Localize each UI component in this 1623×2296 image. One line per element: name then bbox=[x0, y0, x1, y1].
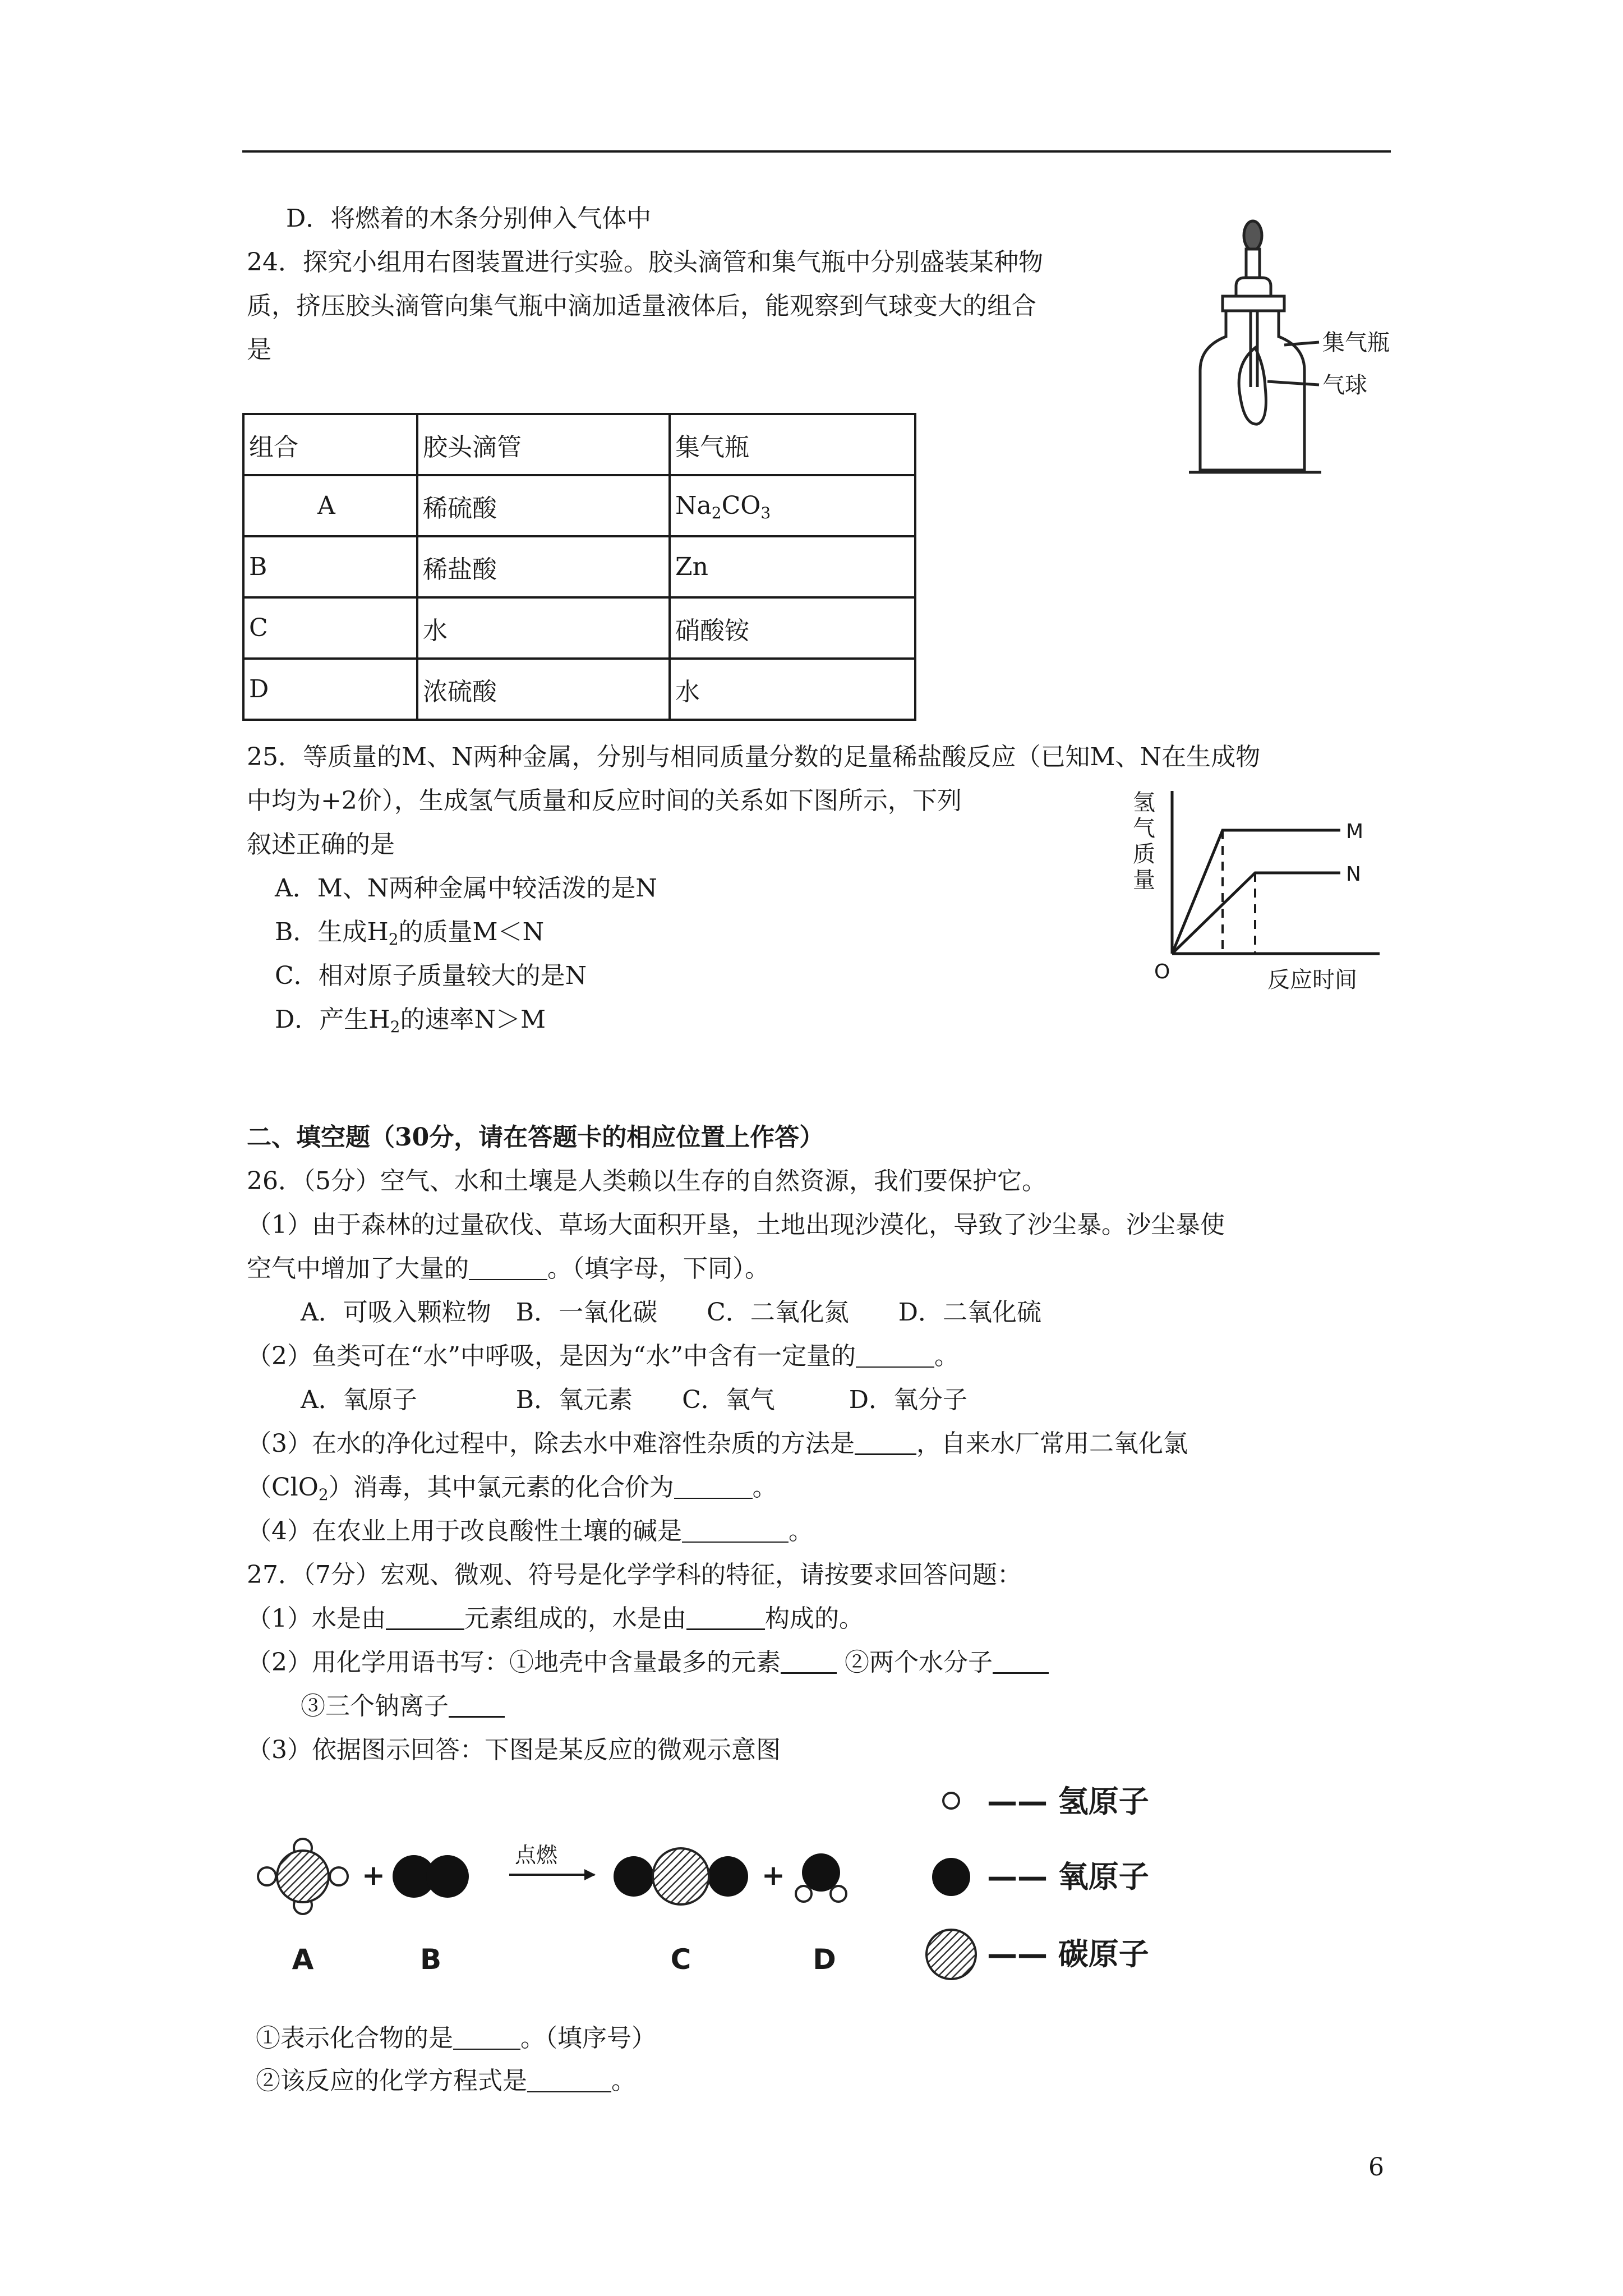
answer-blank bbox=[856, 1344, 934, 1368]
series-m-label: M bbox=[1346, 820, 1364, 843]
q25-line1: 25．等质量的M、N两种金属，分别与相同质量分数的足量稀盐酸反应（已知M、N在生成物 bbox=[247, 743, 1261, 771]
q26-p3-line1: （3）在水的净化过程中，除去水中难溶性杂质的方法是 ，自来水厂常用二氧化氯 bbox=[247, 1429, 1188, 1458]
answer-blank bbox=[453, 2026, 520, 2050]
q23-option-d: D．将燃着的木条分别伸入气体中 bbox=[286, 204, 652, 233]
molecule-a bbox=[258, 1839, 348, 1914]
plus-sign: + bbox=[362, 1859, 385, 1892]
table-cell: 硝酸铵 bbox=[670, 597, 915, 659]
answer-blank bbox=[469, 1257, 547, 1280]
q27-p2-line2: ③三个钠离子 bbox=[301, 1691, 505, 1722]
table-cell: 浓硫酸 bbox=[417, 659, 670, 720]
q24-line3: 是 bbox=[247, 335, 271, 364]
answer-blank bbox=[527, 2069, 611, 2092]
q25-option-b: B．生成$H_2$的质量M＜N bbox=[275, 918, 545, 949]
table-row bbox=[243, 597, 915, 659]
q25-option-a: A．M、N两种金属中较活泼的是N bbox=[275, 874, 657, 903]
answer-blank bbox=[449, 1694, 505, 1718]
molecule-label-d: D bbox=[813, 1943, 836, 1976]
plus-sign: + bbox=[762, 1859, 785, 1892]
gas-bottle-figure bbox=[1189, 219, 1391, 482]
legend-oxygen: —— 氧原子 bbox=[987, 1859, 1149, 1894]
answer-blank bbox=[386, 1606, 464, 1630]
origin-label: O bbox=[1154, 960, 1170, 983]
table-row bbox=[243, 659, 915, 720]
answer-blank bbox=[686, 1606, 765, 1630]
molecule-label-a: A bbox=[292, 1943, 314, 1976]
answer-blank bbox=[682, 1519, 789, 1543]
q26-p1-line2: 空气中增加了大量的 。（填字母，下同）。 bbox=[247, 1254, 769, 1283]
q25-line3: 叙述正确的是 bbox=[247, 830, 395, 859]
series-n-label: N bbox=[1346, 863, 1361, 886]
header-rule bbox=[242, 150, 1391, 153]
table-cell: 水 bbox=[417, 597, 670, 659]
y-axis-label-1: 氢 bbox=[1133, 790, 1155, 816]
answer-blank bbox=[993, 1650, 1049, 1674]
legend-hydrogen-icon bbox=[943, 1793, 959, 1809]
molecule-d bbox=[796, 1853, 846, 1902]
table-row bbox=[243, 475, 915, 536]
q27-p3: （3）依据图示回答：下图是某反应的微观示意图 bbox=[247, 1736, 781, 1764]
q27-intro: 27．（7分）宏观、微观、符号是化学学科的特征，请按要求回答问题： bbox=[247, 1561, 1022, 1589]
q27-s2: ②该反应的化学方程式是 。 bbox=[256, 2067, 636, 2095]
table-header: 集气瓶 bbox=[670, 414, 915, 475]
y-axis-label-3: 质 bbox=[1133, 841, 1155, 867]
q25-line2: 中均为+2价），生成氢气质量和反应时间的关系如下图所示，下列 bbox=[247, 786, 962, 815]
q25-option-d: D．产生$H_2$的速率N＞M bbox=[275, 1005, 546, 1036]
ignite-label: 点燃 bbox=[515, 1843, 558, 1867]
table-cell: 水 bbox=[670, 659, 915, 720]
q26-p2-options: A．氧原子 B．氧元素 C．氧气 D．氧分子 bbox=[301, 1386, 968, 1414]
table-cell: C bbox=[243, 597, 417, 659]
table-cell: 稀硫酸 bbox=[417, 475, 670, 536]
table-header: 胶头滴管 bbox=[417, 414, 670, 475]
q26-p3-line2: （ClO$_2$）消毒，其中氯元素的化合价为 。 bbox=[247, 1473, 777, 1504]
y-axis-label-2: 气 bbox=[1133, 816, 1155, 841]
q27-p2: （2）用化学用语书写：①地壳中含量最多的元素 ②两个水分子 bbox=[247, 1647, 1049, 1678]
q26-p1-options: A．可吸入颗粒物 B．一氧化碳 C．二氧化氮 D．二氧化硫 bbox=[301, 1298, 1042, 1327]
q26-p1-line1: （1）由于森林的过量砍伐、草场大面积开垦，土地出现沙漠化，导致了沙尘暴。沙尘暴使 bbox=[247, 1211, 1225, 1239]
hydrogen-mass-chart bbox=[1127, 785, 1391, 1004]
q24-line2: 质，挤压胶头滴管向集气瓶中滴加适量液体后，能观察到气球变大的组合 bbox=[247, 292, 1036, 320]
answer-blank bbox=[781, 1650, 837, 1674]
table-header: 组合 bbox=[243, 414, 417, 475]
y-axis-label-4: 量 bbox=[1133, 867, 1155, 893]
table-cell: 稀盐酸 bbox=[417, 536, 670, 597]
legend-hydrogen: —— 氢原子 bbox=[987, 1784, 1149, 1819]
table-header-row bbox=[243, 414, 915, 475]
table-cell: $Na_2CO_3$ bbox=[670, 475, 915, 536]
answer-blank bbox=[855, 1431, 916, 1455]
page-number: 6 bbox=[1368, 2153, 1384, 2182]
table-cell: D bbox=[243, 659, 417, 720]
legend-carbon-icon bbox=[926, 1930, 976, 1979]
table-cell: A bbox=[243, 475, 417, 536]
x-axis-label: 反应时间 bbox=[1267, 967, 1357, 993]
legend-oxygen-icon bbox=[932, 1858, 970, 1896]
molecule-c bbox=[614, 1848, 748, 1904]
legend-carbon: —— 碳原子 bbox=[987, 1936, 1149, 1972]
reaction-diagram bbox=[247, 1778, 1256, 1980]
table-cell: B bbox=[243, 536, 417, 597]
label-balloon: 气球 bbox=[1322, 372, 1367, 398]
q24-line1: 24．探究小组用右图装置进行实验。胶头滴管和集气瓶中分别盛装某种物 bbox=[247, 248, 1043, 277]
table-row bbox=[243, 536, 915, 597]
answer-blank bbox=[674, 1475, 753, 1499]
table-cell: Zn bbox=[670, 536, 915, 597]
q24-table bbox=[242, 413, 916, 721]
molecule-label-c: C bbox=[670, 1943, 691, 1976]
section-heading: 二、填空题（30分，请在答题卡的相应位置上作答） bbox=[247, 1123, 824, 1152]
q27-s1: ①表示化合物的是 。（填序号） bbox=[256, 2024, 656, 2053]
q26-p2: （2）鱼类可在“水”中呼吸，是因为“水”中含有一定量的 。 bbox=[247, 1342, 959, 1370]
q26-intro: 26．（5分）空气、水和土壤是人类赖以生存的自然资源，我们要保护它。 bbox=[247, 1167, 1046, 1195]
q27-p1: （1）水是由 元素组成的，水是由 构成的。 bbox=[247, 1604, 864, 1633]
label-bottle: 集气瓶 bbox=[1322, 330, 1390, 356]
arrow-head bbox=[584, 1869, 596, 1880]
q25-option-c: C．相对原子质量较大的是N bbox=[275, 961, 587, 990]
molecule-b bbox=[393, 1855, 469, 1898]
molecule-label-b: B bbox=[419, 1943, 442, 1976]
q26-p4: （4）在农业上用于改良酸性土壤的碱是 。 bbox=[247, 1517, 813, 1545]
